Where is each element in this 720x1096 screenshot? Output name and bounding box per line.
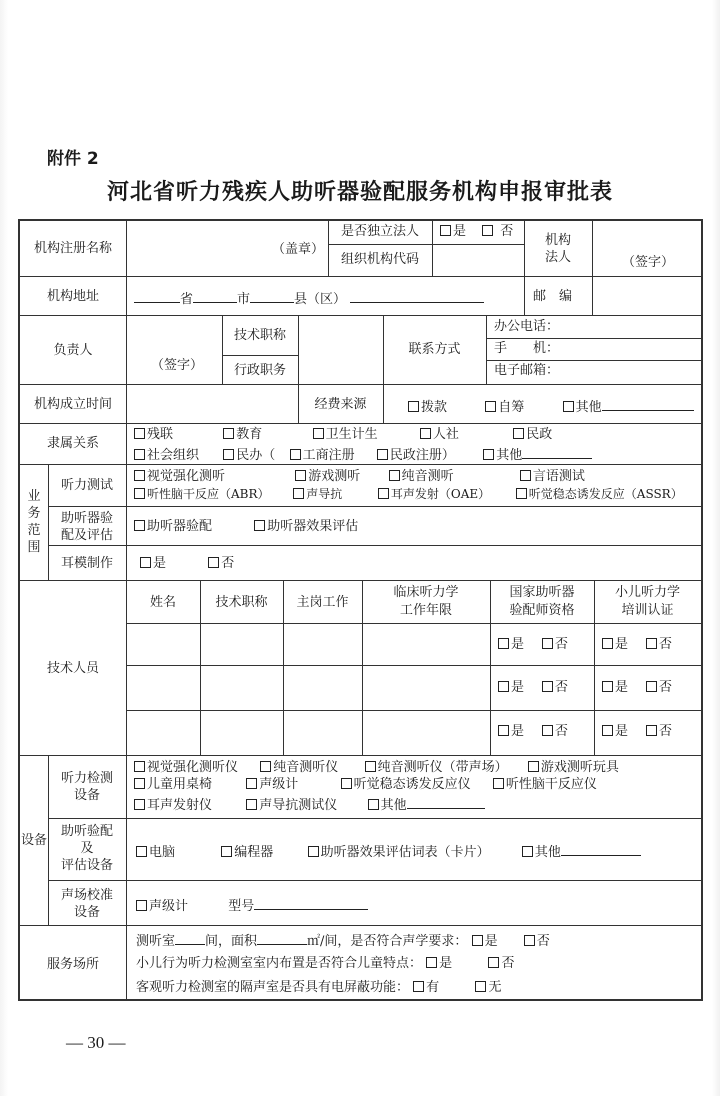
checkbox[interactable] [516,488,527,499]
option-label: 是 [511,637,525,652]
province-label: 省 [180,292,194,307]
option-label: 否 [501,956,515,971]
staff-label: 技术人员 [46,661,99,676]
option-label: 拨款 [421,400,448,415]
legal-person-label: 机构法人 [544,233,571,265]
funding-label: 经费来源 [314,397,367,412]
checkbox[interactable] [483,449,494,460]
option-label: 耳声发射（OAE） [390,487,491,501]
address-label: 机构地址 [46,289,99,304]
checkbox[interactable] [134,761,145,772]
option-label: 声级计 [259,777,299,792]
option-label: 否 [500,224,514,239]
option-label: 是 [615,680,629,695]
option-label: 否 [555,680,569,695]
option-label: 听觉稳态诱发反应（ASSR） [528,487,683,501]
venue-line-3 [136,981,501,994]
checkbox[interactable] [420,428,431,439]
checkbox[interactable] [293,488,304,499]
text: 间，面积 [205,934,258,949]
hearing-test-row-2 [134,488,683,500]
earmold-label: 耳模制作 [60,556,113,571]
hearing-equip-label-1: 听力检测 [60,771,113,786]
option-label: 其他 [534,845,561,860]
contact-label: 联系方式 [408,342,461,357]
postcode-label: 邮 编 [533,289,573,304]
option-label: 自筹 [498,400,525,415]
checkbox[interactable] [378,488,389,499]
option-label: 耳声发射仪 [147,798,213,813]
checkbox[interactable] [498,725,509,736]
checkbox[interactable] [475,981,486,992]
option-label: 是 [511,680,525,695]
option-label: 是 [615,724,629,739]
checkbox[interactable] [134,488,145,499]
hearing-equip-label-2: 设备 [73,788,100,803]
fitting-equip-options [136,843,641,859]
staff-row-2-pediatric [602,681,672,694]
city-label: 市 [237,292,251,307]
col-header-pediatric-2: 培训认证 [621,603,674,618]
venue-line-2 [136,957,514,970]
option-label: 民办（ [236,448,276,463]
option-label: 否 [659,724,673,739]
option-label: 助听器验配 [147,519,213,534]
org-code-label: 组织机构代码 [340,252,419,267]
earmold-options [140,557,234,570]
founded-label: 机构成立时间 [33,397,112,412]
staff-row-3-pediatric [602,725,672,738]
room-count-blank[interactable] [175,932,205,945]
fitting-equip-label-1: 助听验配 [60,824,113,839]
other-blank[interactable] [522,446,592,459]
mobile-label: 手 机： [494,341,560,356]
leader-sign-hint: （签字） [151,358,204,373]
venue-line-1 [136,932,550,948]
col-header-tech-title: 技术职称 [215,595,268,610]
option-label: 工商注册 [302,448,355,463]
province-blank[interactable] [134,290,180,303]
checkbox[interactable] [134,778,145,789]
checkbox[interactable] [134,428,145,439]
street-blank[interactable] [350,290,484,303]
option-label: 电脑 [149,845,176,860]
admin-post-label: 行政职务 [233,363,286,378]
email-label: 电子邮箱： [494,363,560,378]
option-label: 其他 [575,400,602,415]
option-label: 听性脑干反应（ABR） [147,487,270,501]
office-phone-label: 办公电话： [494,319,560,334]
legal-person-sign-hint: （签字） [622,255,675,270]
fitting-equip-label-2: 及 [80,841,94,856]
county-label: 县（区） [294,292,347,307]
col-header-national-1: 国家助听器 [509,585,575,600]
hearing-equip-row-2 [134,778,597,791]
checkbox[interactable] [223,428,234,439]
checkbox[interactable] [498,638,509,649]
option-label: 人社 [432,427,459,442]
staff-row-3-national [498,725,568,738]
staff-row-1-pediatric [602,638,672,651]
checkbox[interactable] [488,957,499,968]
checkbox[interactable] [208,557,219,568]
checkbox[interactable] [313,428,324,439]
tech-title-label: 技术职称 [233,328,286,343]
checkbox[interactable] [368,799,379,810]
option-label: 是 [453,224,467,239]
hearing-equip-row-3 [134,796,485,812]
affiliation-row-1 [134,428,552,441]
checkbox[interactable] [246,778,257,789]
checkbox[interactable] [528,761,539,772]
checkbox[interactable] [493,778,504,789]
checkbox[interactable] [542,681,553,692]
option-label: 其他 [496,448,523,463]
checkbox[interactable] [520,470,531,481]
col-header-clinical-2: 工作年限 [399,603,452,618]
checkbox[interactable] [254,520,265,531]
calibration-label-2: 设备 [73,905,100,920]
col-header-national-2: 验配师资格 [509,603,575,618]
checkbox[interactable] [563,401,574,412]
col-header-main-job: 主岗工作 [296,595,349,610]
venue-label: 服务场所 [46,957,99,972]
seal-hint: （盖章） [272,242,325,257]
checkbox[interactable] [140,557,151,568]
affiliation-row-2 [134,446,592,462]
checkbox[interactable] [524,935,535,946]
option-label: 游戏测听 [308,469,361,484]
checkbox[interactable] [134,470,145,481]
checkbox[interactable] [472,935,483,946]
checkbox[interactable] [646,638,657,649]
fitting-label-line-1: 助听器验 [60,511,113,526]
hearing-test-label: 听力测试 [60,478,113,493]
business-scope-label: 业务范围 [27,489,41,555]
model-blank[interactable] [254,897,368,910]
checkbox[interactable] [221,846,232,857]
option-label: 否 [659,637,673,652]
checkbox[interactable] [341,778,352,789]
checkbox[interactable] [308,846,319,857]
option-label: 是 [153,556,167,571]
checkbox[interactable] [602,681,613,692]
leader-label: 负责人 [53,343,93,358]
option-label: 是 [439,956,453,971]
option-label: 儿童用桌椅 [147,777,213,792]
city-blank[interactable] [193,290,237,303]
checkbox[interactable] [542,725,553,736]
option-label: 否 [555,724,569,739]
text: ㎡/间，是否符合声学要求： [307,934,468,949]
option-label: 纯音测听仪 [273,760,339,775]
other-blank[interactable] [561,843,641,856]
checkbox[interactable] [134,520,145,531]
option-label: 是 [511,724,525,739]
option-label: 否 [536,934,550,949]
checkbox[interactable] [389,470,400,481]
option-label: 声导抗 [306,487,343,501]
checkbox[interactable] [134,799,145,810]
calibration-label-1: 声场校准 [60,888,113,903]
other-blank[interactable] [602,398,694,411]
checkbox[interactable] [440,225,451,236]
option-label: 言语测试 [532,469,585,484]
page-number: — 30 — [66,1033,126,1052]
checkbox[interactable] [136,900,147,911]
text: 客观听力检测室的隔声室是否具有电屏蔽功能： [136,980,410,995]
page-number-value: 30 [87,1033,105,1052]
option-label: 卫生计生 [325,427,378,442]
county-blank[interactable] [250,290,294,303]
option-label: 否 [659,680,673,695]
option-label: 纯音测听仪（带声场） [377,760,508,775]
checkbox[interactable] [646,725,657,736]
checkbox[interactable] [260,761,271,772]
checkbox[interactable] [290,449,301,460]
checkbox[interactable] [542,638,553,649]
area-blank[interactable] [257,932,307,945]
checkbox[interactable] [498,681,509,692]
option-label: 是 [484,934,498,949]
registered-name-label: 机构注册名称 [33,241,112,256]
checkbox[interactable] [136,846,147,857]
hearing-equip-row-1 [134,761,619,774]
text: 测听室 [136,934,176,949]
option-label: 听觉稳态诱发反应仪 [353,777,471,792]
checkbox[interactable] [377,449,388,460]
option-label: 声级计 [149,899,189,914]
option-label: 视觉强化测听仪 [147,760,239,775]
checkbox[interactable] [482,225,493,236]
checkbox[interactable] [522,846,533,857]
checkbox[interactable] [223,449,234,460]
option-label: 视觉强化测听 [147,469,226,484]
fitting-options [134,520,358,533]
checkbox[interactable] [365,761,376,772]
option-label: 是 [615,637,629,652]
option-label: 无 [488,980,502,995]
model-label: 型号 [228,899,255,914]
option-label: 其他 [380,798,407,813]
attachment-label: 附件 2 [47,149,99,169]
funding-options [408,398,694,414]
checkbox[interactable] [134,449,145,460]
option-label: 编程器 [234,845,274,860]
checkbox[interactable] [602,725,613,736]
option-label: 纯音测听 [401,469,454,484]
checkbox[interactable] [513,428,524,439]
calibration-options [136,897,368,913]
text: 小儿行为听力检测室室内布置是否符合儿童特点： [136,956,423,971]
staff-row-2-national [498,681,568,694]
option-label: 助听器效果评估 [267,519,359,534]
option-label: 听性脑干反应仪 [505,777,597,792]
option-label: 教育 [236,427,263,442]
independent-legal-options [440,225,513,238]
checkbox[interactable] [485,401,496,412]
option-label: 有 [426,980,440,995]
option-label: 民政注册） [389,448,455,463]
checkbox[interactable] [408,401,419,412]
document-title: 河北省听力残疾人助听器验配服务机构申报审批表 [106,179,613,205]
independent-legal-label: 是否独立法人 [340,224,419,239]
hearing-test-row-1 [134,470,585,483]
option-label: 残联 [147,427,174,442]
checkbox[interactable] [426,957,437,968]
checkbox[interactable] [413,981,424,992]
col-header-name: 姓名 [149,595,176,610]
fitting-equip-label-3: 评估设备 [60,858,113,873]
option-label: 否 [555,637,569,652]
col-header-clinical-1: 临床听力学 [393,585,459,600]
option-label: 游戏测听玩具 [540,760,619,775]
fitting-label-line-2: 配及评估 [60,528,113,543]
affiliation-label: 隶属关系 [46,436,99,451]
option-label: 否 [221,556,235,571]
col-header-pediatric-1: 小儿听力学 [614,585,680,600]
option-label: 民政 [526,427,553,442]
option-label: 助听器效果评估词表（卡片） [320,845,490,860]
checkbox[interactable] [246,799,257,810]
option-label: 社会组织 [147,448,200,463]
address-fields [134,290,484,306]
staff-row-1-national [498,638,568,651]
checkbox[interactable] [646,681,657,692]
other-blank[interactable] [407,796,485,809]
checkbox[interactable] [602,638,613,649]
option-label: 声导抗测试仪 [259,798,338,813]
equipment-label: 设备 [20,833,47,848]
checkbox[interactable] [295,470,306,481]
